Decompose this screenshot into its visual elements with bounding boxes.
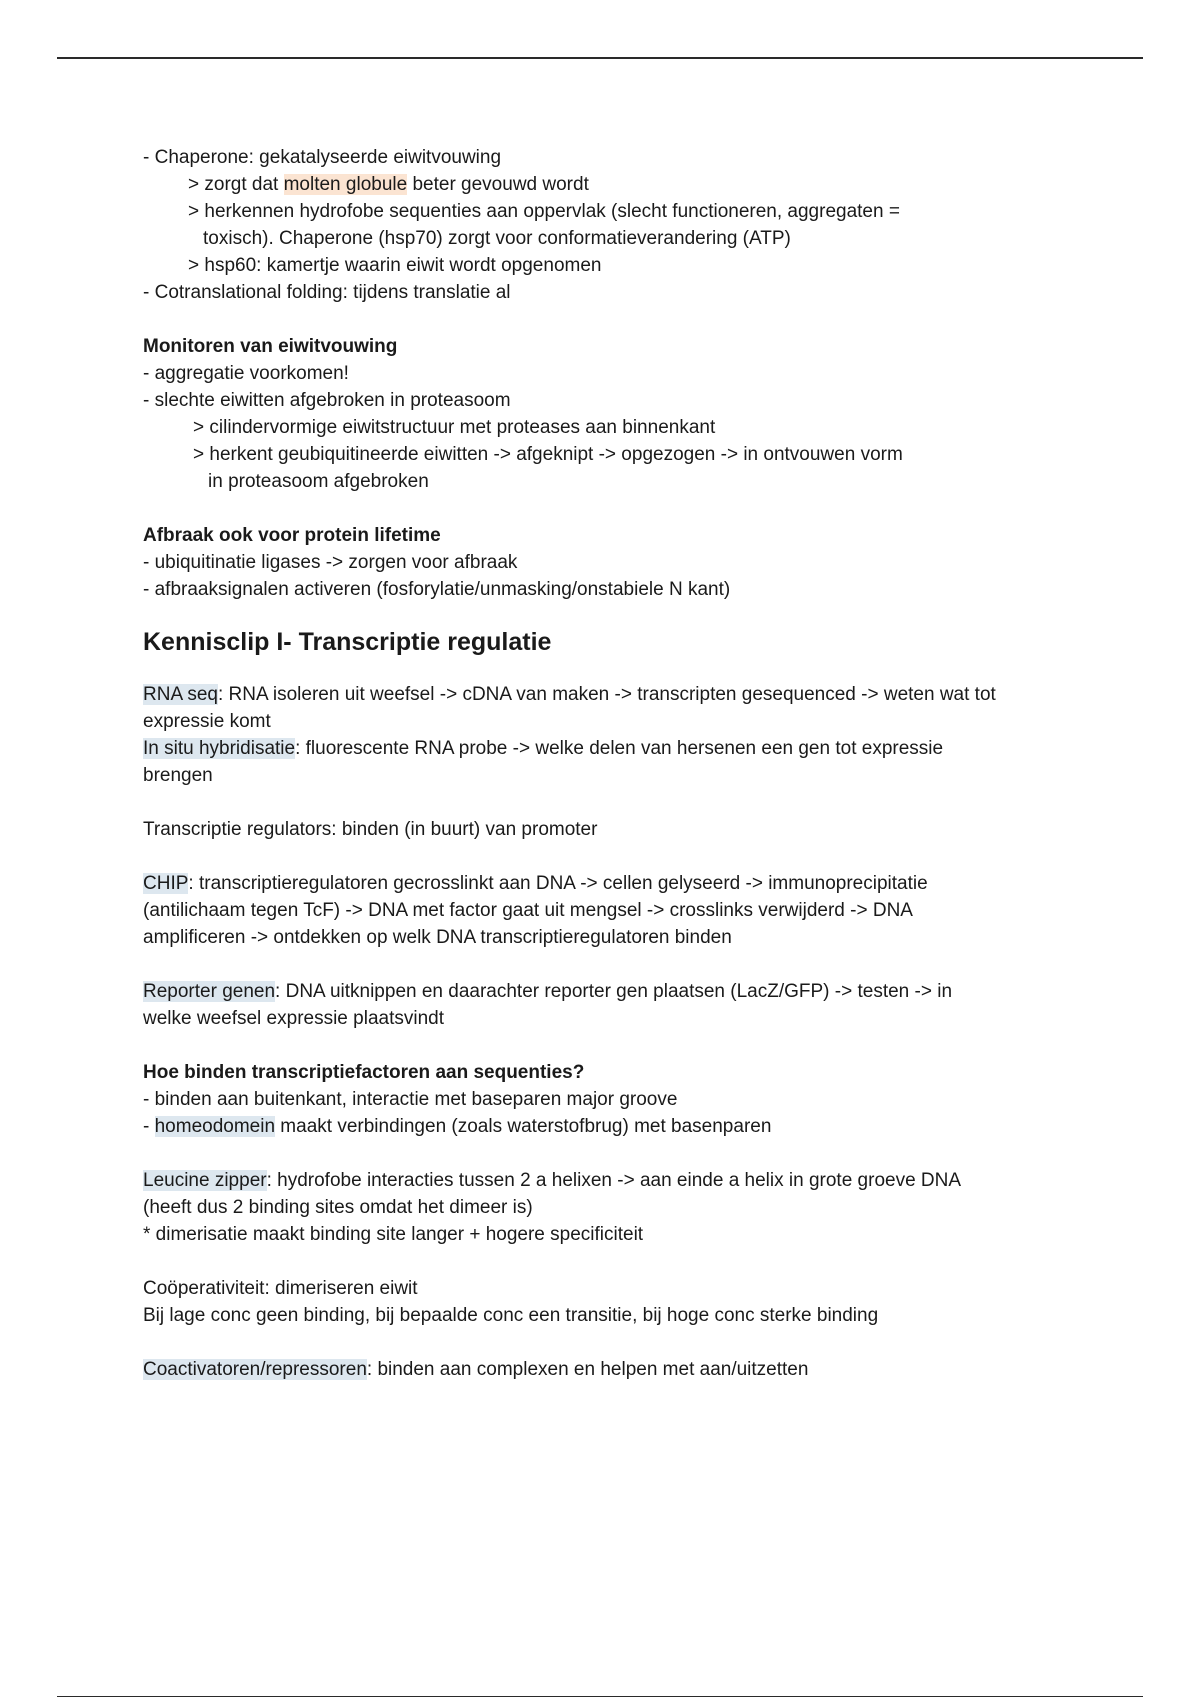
reporter-cont: welke weefsel expressie plaatsvindt [143,1008,444,1029]
rnaseq-cont: expressie komt [143,711,271,732]
monitoren-line-2: - slechte eiwitten afgebroken in proteasoom [143,390,511,411]
term-homeodomein: homeodomein [154,1116,276,1137]
term-coactivatoren: Coactivatoren/repressoren [143,1359,367,1380]
leucine-line-2: (heeft dus 2 binding sites omdat het dimeer is) [143,1197,533,1218]
cooperativiteit-line-2: Bij lage conc geen binding, bij bepaalde conc een transitie, bij hoge conc sterke binding [143,1305,879,1326]
monitoren-bullet-2: > herkent geubiquitineerde eiwitten -> afgeknipt -> opgezogen -> in ontvouwen vorm [193,444,903,465]
afbraak-line-1: - ubiquitinatie ligases -> zorgen voor afbraak [143,552,518,573]
chip-line-2: (antilichaam tegen TcF) -> DNA met factor gaat uit mengsel -> crosslinks verwijderd -> DNA [143,900,913,921]
term-rna-seq: RNA seq [143,684,218,705]
chaperone-bullet-1: > zorgt dat molten globule beter gevouwd wordt [188,174,589,195]
insitu-cont: brengen [143,765,213,786]
regulators-line: Transcriptie regulators: binden (in buurt) van promoter [143,819,598,840]
highlight-molten-globule: molten globule [283,174,408,195]
document-body [143,144,1093,1383]
binden-line-2: - homeodomein maakt verbindingen (zoals waterstofbrug) met basenparen [143,1116,772,1137]
term-in-situ: In situ hybridisatie [143,738,296,759]
leucine-line-3: * dimerisatie maakt binding site langer + hogere specificiteit [143,1224,644,1245]
header-rule [57,57,1143,59]
footer-rule [57,1696,1143,1697]
chaperone-bullet-2: > herkennen hydrofobe sequenties aan oppervlak (slecht functioneren, aggregaten = [188,201,900,222]
reporter-line: Reporter genen: DNA uitknippen en daarachter reporter gen plaatsen (LacZ/GFP) -> testen -> in [143,981,953,1002]
section-title: Kennisclip I- Transcriptie regulatie [143,628,552,656]
binden-heading: Hoe binden transcriptiefactoren aan sequenties? [143,1062,585,1083]
chaperone-line: - Chaperone: gekatalyseerde eiwitvouwing [143,147,502,168]
chaperone-bullet-2-cont: toxisch). Chaperone (hsp70) zorgt voor conformatieverandering (ATP) [203,228,791,249]
binden-line-1: - binden aan buitenkant, interactie met baseparen major groove [143,1089,678,1110]
coactivatoren-line: Coactivatoren/repressoren: binden aan complexen en helpen met aan/uitzetten [143,1359,809,1380]
cooperativiteit-line-1: Coöperativiteit: dimeriseren eiwit [143,1278,418,1299]
leucine-line-1: Leucine zipper: hydrofobe interacties tussen 2 a helixen -> aan einde a helix in grote groeve DNA [143,1170,962,1191]
chaperone-bullet-3: > hsp60: kamertje waarin eiwit wordt opgenomen [188,255,602,276]
chip-line-1: CHIP: transcriptieregulatoren gecrosslinkt aan DNA -> cellen gelyseerd -> immunoprecipitatie [143,873,928,894]
afbraak-line-2: - afbraaksignalen activeren (fosforylatie/unmasking/onstabiele N kant) [143,579,731,600]
monitoren-bullet-1: > cilindervormige eiwitstructuur met proteases aan binnenkant [193,417,716,438]
term-reporter: Reporter genen [143,981,276,1002]
afbraak-heading: Afbraak ook voor protein lifetime [143,525,441,546]
monitoren-heading: Monitoren van eiwitvouwing [143,336,398,357]
term-leucine-zipper: Leucine zipper [143,1170,267,1191]
monitoren-line-1: - aggregatie voorkomen! [143,363,349,384]
insitu-line: In situ hybridisatie: fluorescente RNA probe -> welke delen van hersenen een gen tot expressie [143,738,944,759]
term-chip: CHIP [143,873,189,894]
rnaseq-line: RNA seq: RNA isoleren uit weefsel -> cDNA van maken -> transcripten gesequenced -> weten wat tot [143,684,996,705]
monitoren-bullet-2-cont: in proteasoom afgebroken [208,471,429,492]
cotranslational-line: - Cotranslational folding: tijdens translatie al [143,282,511,303]
chip-line-3: amplificeren -> ontdekken op welk DNA transcriptieregulatoren binden [143,927,732,948]
